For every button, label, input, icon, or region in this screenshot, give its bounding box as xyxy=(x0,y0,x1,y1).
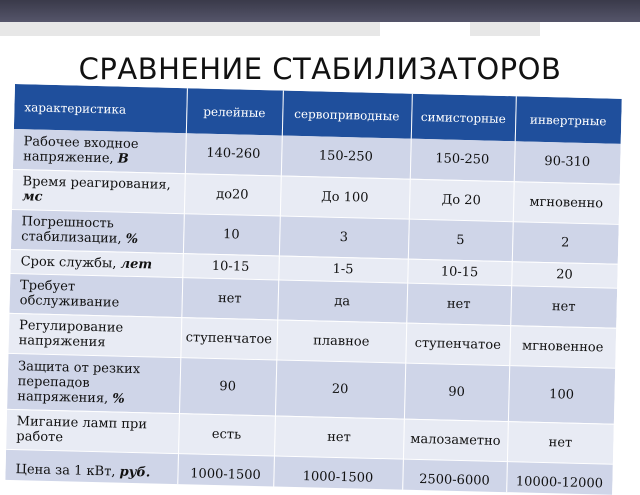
header-triac: симисторные xyxy=(411,94,516,142)
header-relay: релейные xyxy=(186,88,283,135)
header-inverter: инвертрные xyxy=(515,96,622,144)
cell-relay: 10-15 xyxy=(182,253,279,279)
cell-servo: До 100 xyxy=(280,176,410,219)
cell-servo: плавное xyxy=(276,319,406,362)
cell-inverter: 90-310 xyxy=(514,141,621,184)
decorative-band xyxy=(0,22,640,36)
cell-inverter: нет xyxy=(507,421,614,464)
cell-servo: 1-5 xyxy=(278,255,408,282)
cell-triac: малозаметно xyxy=(403,419,508,462)
cell-inverter: нет xyxy=(510,285,617,328)
cell-relay: нет xyxy=(181,277,278,319)
cell-relay: 10 xyxy=(183,213,280,255)
cell-triac: 10-15 xyxy=(407,259,512,286)
cell-servo: 150-250 xyxy=(281,136,411,179)
row-label: Регулирование напряжения xyxy=(8,313,181,357)
cell-relay: 1000-1500 xyxy=(177,453,274,495)
cell-triac: 150-250 xyxy=(410,139,515,182)
comparison-table-card xyxy=(5,84,621,495)
cell-inverter: 10000-12000 xyxy=(506,461,613,495)
cell-triac: 5 xyxy=(408,219,513,262)
row-label: Рабочее входное напряжение, В xyxy=(13,129,186,173)
cell-relay: 140-260 xyxy=(185,133,282,175)
row-label: Погрешность стабилизации, % xyxy=(11,209,184,253)
cell-inverter: 20 xyxy=(511,261,618,288)
cell-triac: 2500-6000 xyxy=(402,459,507,495)
row-label: Защита от резких перепадов напряжения, % xyxy=(7,353,180,413)
row-label: Срок службы, лет xyxy=(10,249,183,277)
cell-servo: да xyxy=(277,279,407,322)
cell-relay: до20 xyxy=(184,173,281,215)
comparison-table xyxy=(5,84,621,495)
cell-inverter: мгновенное xyxy=(509,325,616,368)
header-characteristic: характеристика xyxy=(14,84,187,133)
slide-title: СРАВНЕНИЕ СТАБИЛИЗАТОРОВ xyxy=(78,52,562,86)
cell-servo: 1000-1500 xyxy=(273,455,403,494)
row-label: Мигание ламп при работе xyxy=(6,409,179,453)
cell-inverter: 100 xyxy=(508,365,615,424)
row-label: Время реагирования, мс xyxy=(12,169,185,213)
cell-triac: нет xyxy=(406,283,511,326)
cell-triac: До 20 xyxy=(409,179,514,222)
cell-relay: ступенчатое xyxy=(180,317,277,359)
cell-inverter: 2 xyxy=(512,221,619,264)
cell-triac: 90 xyxy=(404,363,509,422)
cell-relay: 90 xyxy=(179,357,276,415)
top-bar xyxy=(0,0,640,22)
cell-relay: есть xyxy=(178,413,275,455)
cell-inverter: мгновенно xyxy=(513,181,620,224)
row-label: Цена за 1 кВт, руб. xyxy=(5,449,178,493)
row-label: Требует обслуживание xyxy=(9,273,182,317)
cell-servo: нет xyxy=(274,415,404,458)
cell-servo: 20 xyxy=(275,359,405,418)
header-servo: сервоприводные xyxy=(282,91,412,139)
cell-servo: 3 xyxy=(279,216,409,259)
cell-triac: ступенчатое xyxy=(405,323,510,366)
